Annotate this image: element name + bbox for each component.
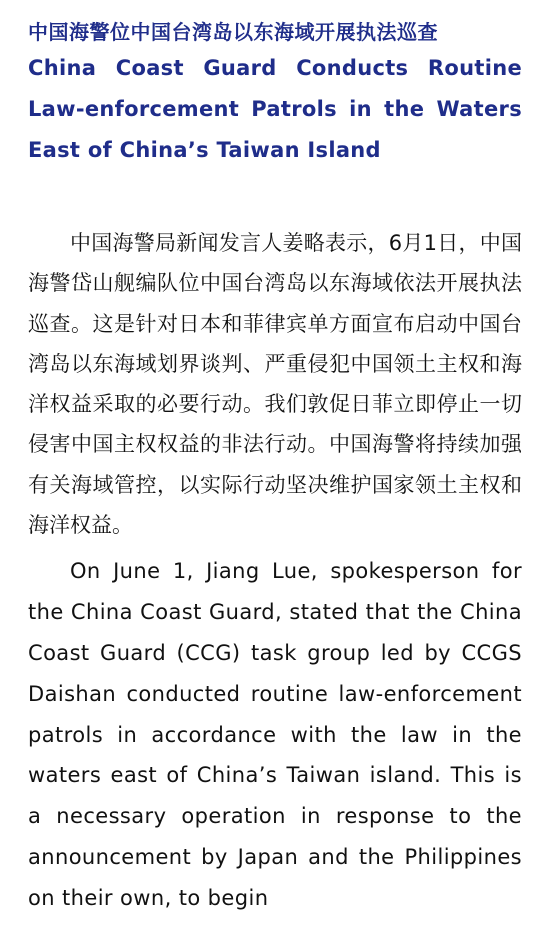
title-english-line-3: East of China’s Taiwan Island bbox=[28, 138, 381, 162]
body-paragraph-chinese: 中国海警局新闻发言人姜略表示，6月1日，中国海警岱山舰编队位中国台湾岛以东海域依法开展执法巡查。这是针对日本和菲律宾单方面宣布启动中国台湾岛以东海域划界谈判、严重侵犯中国领土主权和海洋权益采取的必要行动。我们敦促日菲立即停止一切侵害中国主权权益的非法行动。中国海警将持续加强有关海域管控，以实际行动坚决维护国家领土主权和海洋权益。 bbox=[28, 231, 522, 538]
title-english-line-1: China Coast Guard Conducts Routine bbox=[28, 56, 522, 80]
article bbox=[28, 0, 522, 919]
article-title-chinese: 中国海警位中国台湾岛以东海域开展执法巡查 bbox=[28, 20, 438, 44]
article-title-english bbox=[28, 48, 522, 171]
title-english-line-2: Law-enforcement Patrols in the Waters bbox=[28, 97, 522, 121]
body-paragraph-english: On June 1, Jiang Lue, spokesperson for the China Coast Guard, stated that the China Coast Guard (CCG) task group led by CCGS Daishan conducted routine law-enforcement patrols in accordance with the law in the waters east of China’s Taiwan island. This is a necessary operation in response to the announcement by Japan and the Philippines on their own, to begin bbox=[28, 559, 522, 910]
